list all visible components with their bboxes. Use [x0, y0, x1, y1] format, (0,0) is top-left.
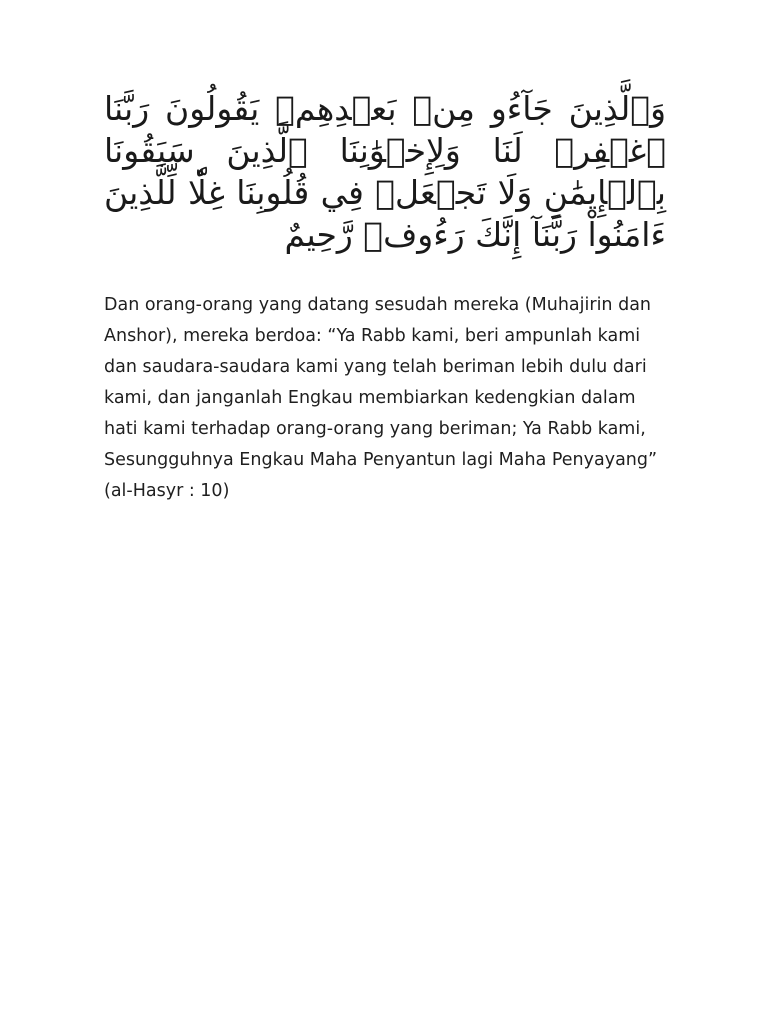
arabic-verse-text: وَٱلَّذِينَ جَآءُو مِنۢ بَعۡدِهِمۡ يَقُولُونَ رَبَّنَا ٱغۡفِرۡ لَنَا وَلِإِخۡوَٰنِنَا ٱلَّذِينَ سَبَقُونَا بِٱلۡإِيمَٰنِ وَلَا تَجۡعَلۡ فِي قُلُوبِنَا غِلّٗا لِّلَّذِينَ ءَامَنُواْ رَبَّنَآ إِنَّكَ رَءُوفٞ رَّحِيمٌ [104, 89, 666, 254]
verse-translation-text: Dan orang-orang yang datang sesudah mereka (Muhajirin dan Anshor), mereka berdoa: “Ya Rabb kami, beri ampunlah kami dan saudara-saudara kami yang telah beriman lebih dulu dari kami, dan janganlah Engkau membiarkan kedengkian dalam hati kami terhadap orang-orang yang beriman; Ya Rabb kami, Sesungguhnya Engkau Maha Penyantun lagi Maha Penyayang” (al-Hasyr : 10) [104, 295, 658, 501]
